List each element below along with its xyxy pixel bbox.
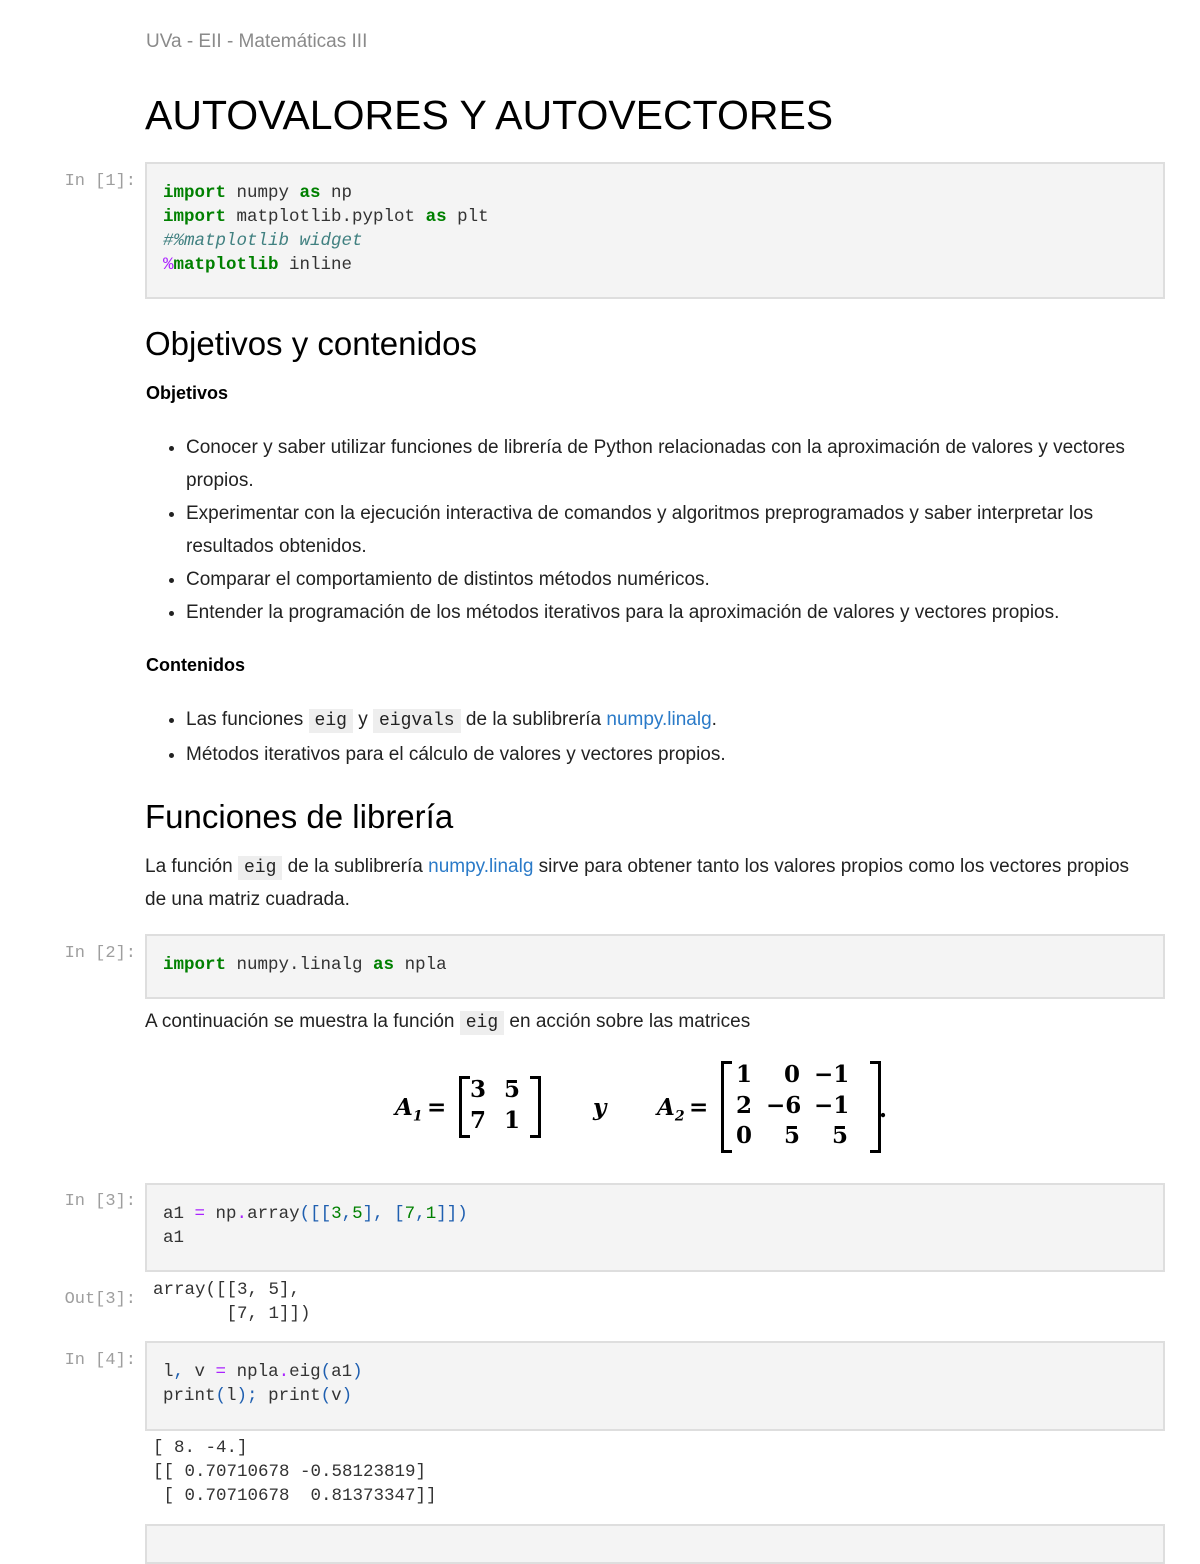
objetivos-label: Objetivos <box>146 383 229 403</box>
code-cell-5[interactable] <box>145 1524 1165 1564</box>
code-line: #%matplotlib widget <box>163 231 363 251</box>
code-line: print(l); print(v) <box>163 1386 353 1406</box>
list-item: • Comparar el comportamiento de distintos métodos numéricos. <box>186 563 1146 596</box>
numpy-linalg-link[interactable]: numpy.linalg <box>606 709 712 730</box>
matrix-entry: 5 <box>783 1122 800 1150</box>
section-heading-objetivos: Objetivos y contenidos <box>145 325 478 362</box>
matrix-a2-label: $A_2$ <box>657 1094 685 1125</box>
equals-sign: = <box>689 1094 709 1121</box>
equals-sign: = <box>427 1094 447 1121</box>
paragraph-eig-intro: La función eig de la sublibrería numpy.linalg sirve para obtener tanto los valores propios como los vectores propios de una matriz cuadrada. <box>145 856 1130 910</box>
input-prompt-2: In [2]: <box>64 944 136 963</box>
matrix-entry: 0 <box>783 1061 800 1088</box>
input-prompt-3: In [3]: <box>64 1192 136 1211</box>
output-cell-3: array([[3, 5], [7, 1]]) <box>153 1280 311 1324</box>
contenidos-list <box>146 703 1146 771</box>
code-cell-1[interactable] <box>145 162 1165 299</box>
code-line: import numpy.linalg as npla <box>163 955 447 975</box>
contenidos-label: Contenidos <box>146 655 245 675</box>
code-cell-3[interactable] <box>145 1183 1165 1272</box>
conjunction-y: y <box>593 1094 607 1121</box>
matrix-a1-label: $A_1$ <box>395 1094 423 1125</box>
input-prompt-1: In [1]: <box>64 172 136 191</box>
list-item: • Entender la programación de los métodos iterativos para la aproximación de valores y vectores propios. <box>186 596 1146 629</box>
inline-code: eig <box>238 856 282 880</box>
paragraph-matrices-intro: A continuación se muestra la función eig en acción sobre las matrices <box>145 1011 751 1033</box>
list-item: • Conocer y saber utilizar funciones de librería de Python relacionadas con la aproximación de valores y vectores propios. <box>186 431 1146 497</box>
objetivos-list <box>146 431 1146 629</box>
page-title: AUTOVALORES Y AUTOVECTORES <box>145 92 834 138</box>
matrix-entry: −1 <box>814 1061 850 1088</box>
inline-code: eig <box>309 709 353 733</box>
section-heading-funciones: Funciones de librería <box>145 798 454 835</box>
numpy-linalg-link[interactable]: numpy.linalg <box>428 856 534 877</box>
period: . <box>879 1096 888 1123</box>
matrix-equation <box>395 1058 905 1158</box>
list-item: • Las funciones eig y eigvals de la sublibrería numpy.linalg. <box>186 703 1146 738</box>
matrix-a1 <box>459 1076 541 1138</box>
matrix-entry: 2 <box>735 1091 752 1119</box>
matrix-entry: 3 <box>469 1076 486 1103</box>
matrix-entry: 1 <box>503 1107 520 1134</box>
code-line: l, v = npla.eig(a1) <box>163 1362 363 1382</box>
output-cell-4: [ 8. -4.] [[ 0.70710678 -0.58123819] [ 0.70710678 0.81373347]] <box>153 1438 437 1506</box>
matrix-entry: −6 <box>766 1091 802 1119</box>
course-header: UVa - EII - Matemáticas III <box>146 31 368 52</box>
matrix-entry: −1 <box>814 1091 850 1119</box>
code-line: %matplotlib inline <box>163 255 353 275</box>
list-item: • Experimentar con la ejecución interactiva de comandos y algoritmos preprogramados y saber interpretar los resultados obtenidos. <box>186 497 1146 563</box>
matrix-a2 <box>721 1061 881 1153</box>
matrix-entry: 5 <box>831 1122 848 1150</box>
inline-code: eigvals <box>373 709 461 733</box>
output-prompt-3: Out[3]: <box>64 1290 136 1309</box>
code-line: import matplotlib.pyplot as plt <box>163 207 489 227</box>
matrix-entry: 0 <box>735 1122 752 1150</box>
code-cell-4[interactable] <box>145 1341 1165 1431</box>
code-line: import numpy as np <box>163 183 353 203</box>
code-cell-2[interactable] <box>145 934 1165 999</box>
matrix-entry: 7 <box>469 1107 486 1134</box>
code-line: a1 = np.array([[3,5], [7,1]]) <box>163 1204 468 1224</box>
input-prompt-4: In [4]: <box>64 1351 136 1370</box>
inline-code: eig <box>460 1011 504 1035</box>
code-line: a1 <box>163 1228 185 1248</box>
list-item: • Métodos iterativos para el cálculo de valores y vectores propios. <box>186 738 1146 771</box>
matrix-entry: 5 <box>503 1076 520 1103</box>
matrix-entry: 1 <box>735 1061 752 1088</box>
